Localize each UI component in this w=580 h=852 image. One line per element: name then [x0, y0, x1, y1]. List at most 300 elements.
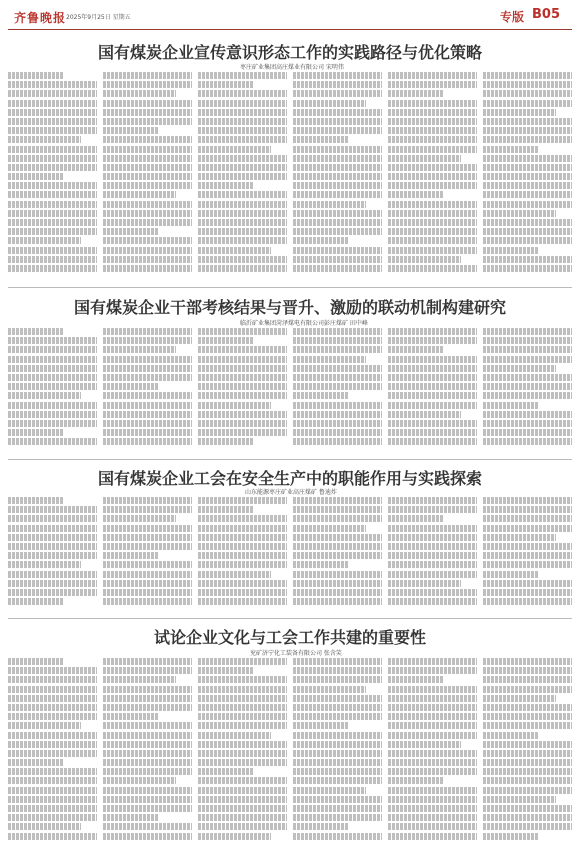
text-line: [388, 543, 477, 550]
text-line: [198, 402, 271, 409]
text-line: [103, 100, 192, 107]
text-line: [198, 374, 287, 381]
text-line: [198, 571, 271, 578]
text-line: [103, 81, 192, 88]
text-line: [198, 228, 287, 235]
text-line: [293, 337, 382, 344]
text-line: [103, 658, 192, 665]
text-line: [483, 337, 572, 344]
text-line: [483, 580, 572, 587]
text-column: [198, 658, 287, 848]
text-line: [293, 722, 348, 729]
text-line: [103, 571, 192, 578]
text-line: [293, 90, 382, 97]
text-line: [8, 561, 81, 568]
text-line: [293, 777, 382, 784]
text-line: [103, 598, 192, 605]
text-line: [293, 543, 382, 550]
text-line: [483, 759, 572, 766]
text-line: [483, 732, 538, 739]
text-line: [103, 768, 192, 775]
text-column: [483, 328, 572, 456]
text-line: [293, 146, 382, 153]
text-line: [8, 256, 97, 263]
text-line: [103, 337, 192, 344]
text-line: [293, 686, 366, 693]
text-line: [293, 228, 382, 235]
text-line: [388, 210, 477, 217]
text-line: [293, 552, 382, 559]
text-line: [198, 155, 287, 162]
article-byline: 临沂矿业集团菏泽煤电有限公司彭庄煤矿 田中峰: [240, 320, 368, 327]
text-line: [483, 543, 572, 550]
text-line: [388, 571, 477, 578]
text-line: [483, 571, 538, 578]
text-line: [8, 525, 97, 532]
text-line: [198, 219, 287, 226]
text-line: [293, 429, 382, 436]
text-line: [198, 328, 287, 335]
text-line: [8, 768, 97, 775]
text-line: [8, 429, 63, 436]
text-line: [388, 228, 477, 235]
section-divider: [8, 459, 572, 460]
text-line: [483, 768, 572, 775]
text-line: [293, 155, 382, 162]
text-line: [293, 100, 366, 107]
text-line: [103, 686, 192, 693]
text-line: [8, 237, 81, 244]
text-line: [293, 676, 382, 683]
text-column: [293, 497, 382, 615]
text-line: [198, 741, 287, 748]
text-column: [293, 328, 382, 456]
text-line: [293, 667, 382, 674]
article-byline: 兖矿济宁化工装备有限公司 张含笑: [250, 650, 342, 657]
text-line: [198, 356, 287, 363]
text-line: [388, 109, 477, 116]
page-number: B05: [532, 7, 560, 22]
text-line: [8, 127, 97, 134]
text-column: [388, 658, 477, 848]
text-line: [103, 732, 192, 739]
text-line: [483, 704, 572, 711]
text-line: [483, 552, 572, 559]
text-line: [8, 90, 97, 97]
text-line: [293, 741, 382, 748]
text-line: [388, 667, 477, 674]
text-line: [198, 580, 287, 587]
text-line: [293, 713, 382, 720]
section-divider: [8, 287, 572, 288]
text-line: [483, 182, 572, 189]
text-line: [198, 525, 287, 532]
text-line: [388, 722, 477, 729]
text-line: [293, 420, 382, 427]
text-column: [103, 658, 192, 848]
text-line: [388, 438, 477, 445]
text-line: [388, 658, 477, 665]
text-line: [198, 823, 287, 830]
text-line: [103, 552, 158, 559]
text-line: [483, 100, 572, 107]
text-line: [198, 515, 287, 522]
text-line: [483, 741, 572, 748]
text-line: [103, 543, 192, 550]
text-line: [198, 81, 253, 88]
text-line: [483, 173, 572, 180]
text-line: [483, 191, 572, 198]
text-line: [198, 777, 287, 784]
text-line: [103, 90, 176, 97]
text-line: [483, 814, 572, 821]
text-line: [103, 497, 192, 504]
text-line: [103, 438, 192, 445]
text-line: [8, 374, 97, 381]
text-line: [198, 100, 287, 107]
text-line: [198, 768, 253, 775]
text-line: [198, 210, 287, 217]
text-line: [293, 561, 348, 568]
text-line: [483, 777, 572, 784]
text-line: [483, 676, 572, 683]
text-line: [388, 173, 477, 180]
text-line: [8, 750, 97, 757]
text-column: [388, 328, 477, 456]
text-line: [198, 796, 287, 803]
text-line: [293, 265, 382, 272]
text-column: [483, 497, 572, 615]
text-column: [8, 72, 97, 282]
text-line: [293, 191, 382, 198]
text-line: [198, 247, 271, 254]
text-line: [8, 787, 97, 794]
text-line: [8, 383, 97, 390]
text-line: [388, 805, 477, 812]
text-line: [388, 429, 477, 436]
text-line: [103, 402, 192, 409]
article-body: [8, 328, 572, 456]
text-line: [388, 525, 477, 532]
text-line: [8, 713, 97, 720]
text-line: [483, 383, 572, 390]
text-line: [293, 392, 348, 399]
text-line: [388, 127, 477, 134]
text-line: [8, 136, 81, 143]
text-line: [198, 686, 287, 693]
text-line: [388, 365, 477, 372]
text-line: [103, 219, 192, 226]
text-line: [293, 525, 366, 532]
text-line: [103, 580, 192, 587]
text-line: [198, 365, 287, 372]
text-line: [293, 814, 382, 821]
text-line: [483, 247, 538, 254]
text-line: [483, 823, 572, 830]
text-line: [293, 704, 382, 711]
text-line: [483, 127, 572, 134]
text-line: [103, 695, 192, 702]
text-line: [483, 164, 572, 171]
text-line: [293, 695, 382, 702]
text-line: [103, 356, 192, 363]
text-line: [388, 237, 477, 244]
text-line: [198, 750, 287, 757]
text-line: [483, 155, 572, 162]
text-line: [483, 429, 572, 436]
text-line: [483, 420, 572, 427]
text-line: [8, 686, 97, 693]
text-line: [483, 201, 572, 208]
text-line: [198, 164, 287, 171]
text-line: [8, 543, 97, 550]
text-line: [198, 256, 287, 263]
article-byline: 山东能源枣庄矿业高庄煤矿 鲁迪炸: [245, 489, 337, 496]
page-header: [0, 0, 580, 30]
text-column: [483, 658, 572, 848]
text-line: [103, 515, 176, 522]
text-line: [8, 155, 97, 162]
text-line: [483, 237, 572, 244]
text-line: [293, 411, 382, 418]
article-body: [8, 658, 572, 848]
text-line: [8, 722, 81, 729]
text-line: [8, 265, 97, 272]
text-line: [103, 787, 192, 794]
text-line: [388, 580, 461, 587]
text-line: [198, 429, 287, 436]
text-line: [198, 805, 287, 812]
text-column: [483, 72, 572, 282]
text-line: [8, 328, 63, 335]
text-line: [293, 589, 382, 596]
text-line: [388, 136, 477, 143]
text-line: [388, 768, 477, 775]
text-line: [293, 506, 382, 513]
text-line: [198, 497, 287, 504]
text-line: [483, 228, 572, 235]
text-line: [103, 182, 192, 189]
text-line: [198, 534, 287, 541]
text-line: [8, 515, 97, 522]
text-line: [483, 146, 538, 153]
text-line: [388, 777, 443, 784]
text-line: [388, 750, 477, 757]
text-line: [388, 337, 477, 344]
text-line: [198, 118, 287, 125]
text-line: [103, 713, 158, 720]
text-line: [8, 552, 97, 559]
text-line: [483, 438, 572, 445]
text-line: [293, 136, 348, 143]
text-line: [388, 713, 477, 720]
text-line: [388, 515, 443, 522]
text-line: [388, 201, 477, 208]
text-line: [483, 805, 572, 812]
text-line: [388, 90, 443, 97]
text-line: [198, 506, 253, 513]
text-line: [483, 561, 572, 568]
text-line: [8, 796, 97, 803]
text-line: [388, 72, 477, 79]
text-line: [483, 713, 572, 720]
text-line: [388, 81, 477, 88]
text-line: [293, 127, 382, 134]
text-line: [103, 823, 192, 830]
text-line: [388, 833, 477, 840]
text-line: [388, 676, 443, 683]
text-line: [483, 136, 572, 143]
text-line: [8, 534, 97, 541]
text-line: [8, 833, 97, 840]
text-line: [483, 598, 572, 605]
text-line: [388, 383, 477, 390]
text-line: [103, 741, 192, 748]
text-line: [198, 346, 287, 353]
text-line: [293, 768, 382, 775]
text-line: [483, 265, 572, 272]
text-line: [293, 383, 382, 390]
text-column: [388, 497, 477, 615]
text-line: [8, 219, 97, 226]
text-line: [103, 561, 192, 568]
text-line: [8, 337, 97, 344]
text-line: [198, 833, 271, 840]
text-line: [293, 173, 382, 180]
text-line: [103, 411, 192, 418]
text-column: [8, 658, 97, 848]
text-line: [103, 109, 192, 116]
text-line: [8, 695, 97, 702]
masthead-title: 齐鲁晚报: [14, 11, 67, 25]
text-line: [483, 411, 572, 418]
text-line: [483, 256, 572, 263]
text-line: [483, 497, 572, 504]
text-line: [8, 191, 97, 198]
text-line: [483, 118, 572, 125]
text-line: [293, 438, 382, 445]
text-line: [103, 814, 158, 821]
text-line: [293, 823, 348, 830]
text-line: [293, 109, 382, 116]
text-line: [293, 580, 382, 587]
text-line: [8, 210, 97, 217]
text-line: [388, 598, 477, 605]
text-line: [483, 750, 572, 757]
text-line: [388, 356, 477, 363]
text-line: [293, 118, 382, 125]
text-line: [103, 750, 192, 757]
text-line: [8, 438, 97, 445]
text-line: [483, 90, 572, 97]
text-line: [293, 658, 382, 665]
text-line: [293, 598, 382, 605]
text-line: [483, 356, 572, 363]
text-line: [198, 136, 287, 143]
text-line: [388, 256, 461, 263]
text-line: [8, 164, 97, 171]
text-line: [198, 438, 253, 445]
text-line: [293, 534, 382, 541]
text-line: [198, 411, 287, 418]
text-line: [388, 686, 477, 693]
text-line: [8, 228, 97, 235]
text-line: [293, 374, 382, 381]
text-line: [293, 732, 382, 739]
text-line: [103, 346, 176, 353]
article-title: 试论企业文化与工会工作共建的重要性: [153, 628, 426, 647]
text-line: [8, 146, 97, 153]
text-line: [8, 571, 97, 578]
text-line: [103, 833, 192, 840]
text-line: [388, 155, 461, 162]
text-line: [198, 127, 287, 134]
text-line: [198, 589, 287, 596]
text-line: [293, 805, 382, 812]
text-line: [198, 759, 287, 766]
text-line: [198, 237, 287, 244]
text-line: [388, 402, 477, 409]
text-line: [103, 265, 192, 272]
text-line: [388, 814, 477, 821]
text-line: [388, 796, 477, 803]
text-line: [388, 420, 477, 427]
text-line: [388, 164, 477, 171]
text-line: [8, 392, 81, 399]
text-line: [293, 247, 382, 254]
text-line: [8, 109, 97, 116]
text-line: [293, 72, 382, 79]
text-line: [388, 741, 461, 748]
text-line: [103, 589, 192, 596]
text-line: [198, 182, 253, 189]
text-line: [388, 534, 477, 541]
text-column: [198, 72, 287, 282]
article-title: 国有煤炭企业宣传意识形态工作的实践路径与优化策略: [97, 43, 482, 62]
text-line: [198, 732, 271, 739]
text-line: [8, 598, 63, 605]
text-column: [293, 658, 382, 848]
text-line: [293, 571, 382, 578]
text-line: [8, 346, 97, 353]
text-line: [103, 374, 192, 381]
text-line: [8, 173, 63, 180]
text-line: [8, 658, 63, 665]
text-line: [103, 201, 192, 208]
text-column: [198, 497, 287, 615]
text-line: [388, 374, 477, 381]
text-line: [103, 228, 158, 235]
text-line: [198, 695, 287, 702]
text-line: [198, 201, 287, 208]
text-line: [293, 237, 348, 244]
text-line: [103, 420, 192, 427]
text-line: [198, 392, 287, 399]
text-line: [103, 525, 192, 532]
text-line: [8, 182, 97, 189]
text-line: [388, 497, 477, 504]
text-column: [8, 497, 97, 615]
text-line: [483, 667, 572, 674]
text-line: [293, 81, 382, 88]
text-line: [103, 127, 158, 134]
text-line: [483, 210, 556, 217]
text-line: [293, 346, 382, 353]
text-line: [8, 667, 97, 674]
text-line: [293, 356, 366, 363]
text-line: [293, 201, 366, 208]
text-line: [8, 356, 97, 363]
